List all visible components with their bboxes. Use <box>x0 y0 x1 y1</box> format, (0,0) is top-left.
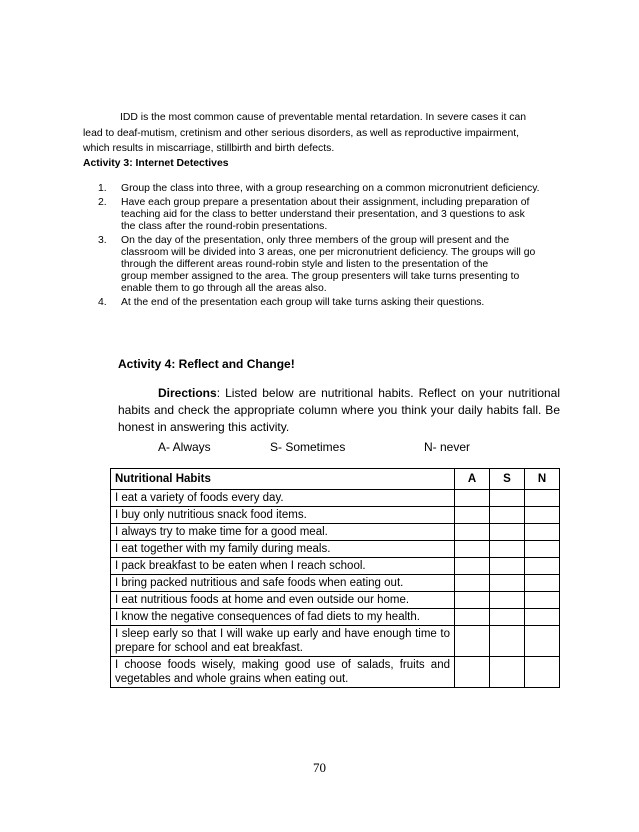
check-cell-never[interactable] <box>525 657 560 688</box>
intro-line: lead to deaf-mutism, cretinism and other serious disorders, as well as reproductive impairment, <box>83 127 520 139</box>
check-cell-sometimes[interactable] <box>490 541 525 558</box>
table-row <box>111 524 560 541</box>
check-cell-never[interactable] <box>525 541 560 558</box>
table-row <box>111 575 560 592</box>
habit-cell: I choose foods wisely, making good use of salads, fruits and vegetables and whole grains when eating out. <box>111 657 455 688</box>
check-cell-never[interactable] <box>525 490 560 507</box>
list-item <box>83 183 543 195</box>
check-cell-always[interactable] <box>455 575 490 592</box>
check-cell-always[interactable] <box>455 657 490 688</box>
habit-cell: I sleep early so that I will wake up early and have enough time to prepare for school and eat breakfast. <box>111 626 455 657</box>
check-cell-sometimes[interactable] <box>490 524 525 541</box>
check-cell-never[interactable] <box>525 575 560 592</box>
legend-sometimes: S- Sometimes <box>270 440 346 454</box>
list-line: teaching aid for the class to better understand their presentation, and 3 questions to ask <box>121 209 525 220</box>
check-cell-always[interactable] <box>455 609 490 626</box>
habit-cell: I eat together with my family during meals. <box>111 541 455 558</box>
list-item <box>83 235 543 295</box>
check-cell-sometimes[interactable] <box>490 626 525 657</box>
list-item <box>83 297 543 309</box>
list-line: On the day of the presentation, only three members of the group will present and the <box>121 235 510 246</box>
habit-cell: I eat a variety of foods every day. <box>111 490 455 507</box>
check-cell-sometimes[interactable] <box>490 490 525 507</box>
table-row <box>111 507 560 524</box>
list-number: 1. <box>98 183 107 194</box>
habit-cell: I always try to make time for a good meal. <box>111 524 455 541</box>
table-row <box>111 541 560 558</box>
header-habits: Nutritional Habits <box>111 469 455 490</box>
legend-never: N- never <box>424 440 471 454</box>
header-always: A <box>455 469 490 490</box>
list-line: the class after the round-robin presentations. <box>121 221 328 232</box>
list-line: Group the class into three, with a group researching on a common micronutrient deficiency. <box>121 183 540 194</box>
table-row <box>111 626 560 657</box>
check-cell-sometimes[interactable] <box>490 609 525 626</box>
intro-line: which results in miscarriage, stillbirth and birth defects. <box>83 143 335 154</box>
check-cell-sometimes[interactable] <box>490 657 525 688</box>
list-line: classroom will be divided into 3 areas, one per micronutrient deficiency. The groups will go <box>121 247 536 258</box>
table-row <box>111 592 560 609</box>
check-cell-sometimes[interactable] <box>490 592 525 609</box>
check-cell-always[interactable] <box>455 592 490 609</box>
list-line: group member assigned to the area. The group presenters will take turns presenting to <box>121 271 520 282</box>
table-row <box>111 490 560 507</box>
habit-cell: I bring packed nutritious and safe foods when eating out. <box>111 575 455 592</box>
legend-always: A- Always <box>158 440 211 454</box>
check-cell-sometimes[interactable] <box>490 507 525 524</box>
habit-cell: I know the negative consequences of fad diets to my health. <box>111 609 455 626</box>
list-line: enable them to go through all the areas also. <box>121 283 327 294</box>
list-line: through the different areas round-robin style and listen to the presentation of the <box>121 259 489 270</box>
habit-cell: I buy only nutritious snack food items. <box>111 507 455 524</box>
check-cell-always[interactable] <box>455 507 490 524</box>
list-number: 4. <box>98 297 107 308</box>
check-cell-never[interactable] <box>525 592 560 609</box>
table-row <box>111 558 560 575</box>
habit-cell: I pack breakfast to be eaten when I reach school. <box>111 558 455 575</box>
header-sometimes: S <box>490 469 525 490</box>
list-line: Have each group prepare a presentation about their assignment, including preparation of <box>121 197 530 208</box>
directions-paragraph <box>118 385 560 436</box>
directions-text: : Listed below are nutritional habits. Reflect on your nutritional habits and check the appropriate column where you think your daily habits fall. Be honest in answering this activity. <box>118 386 560 434</box>
check-cell-always[interactable] <box>455 541 490 558</box>
check-cell-never[interactable] <box>525 558 560 575</box>
check-cell-never[interactable] <box>525 609 560 626</box>
intro-line: IDD is the most common cause of preventable mental retardation. In severe cases it can <box>120 112 527 123</box>
table-row <box>111 657 560 688</box>
directions-label: Directions <box>158 386 217 400</box>
list-item <box>83 197 543 233</box>
check-cell-always[interactable] <box>455 490 490 507</box>
page-number: 70 <box>313 760 326 775</box>
list-number: 3. <box>98 235 107 246</box>
table-header-row <box>111 469 560 490</box>
list-line: At the end of the presentation each group will take turns asking their questions. <box>121 297 485 308</box>
check-cell-always[interactable] <box>455 558 490 575</box>
activity3-list <box>83 183 543 309</box>
check-cell-always[interactable] <box>455 524 490 541</box>
check-cell-sometimes[interactable] <box>490 575 525 592</box>
intro-paragraph <box>83 110 563 157</box>
check-cell-never[interactable] <box>525 507 560 524</box>
table-row <box>111 609 560 626</box>
activity4-title: Activity 4: Reflect and Change! <box>118 357 295 371</box>
check-cell-sometimes[interactable] <box>490 558 525 575</box>
header-never: N <box>525 469 560 490</box>
check-cell-never[interactable] <box>525 626 560 657</box>
activity3-title: Activity 3: Internet Detectives <box>83 158 229 169</box>
check-cell-never[interactable] <box>525 524 560 541</box>
check-cell-always[interactable] <box>455 626 490 657</box>
habit-cell: I eat nutritious foods at home and even outside our home. <box>111 592 455 609</box>
habits-table <box>110 468 560 688</box>
list-number: 2. <box>98 197 107 208</box>
